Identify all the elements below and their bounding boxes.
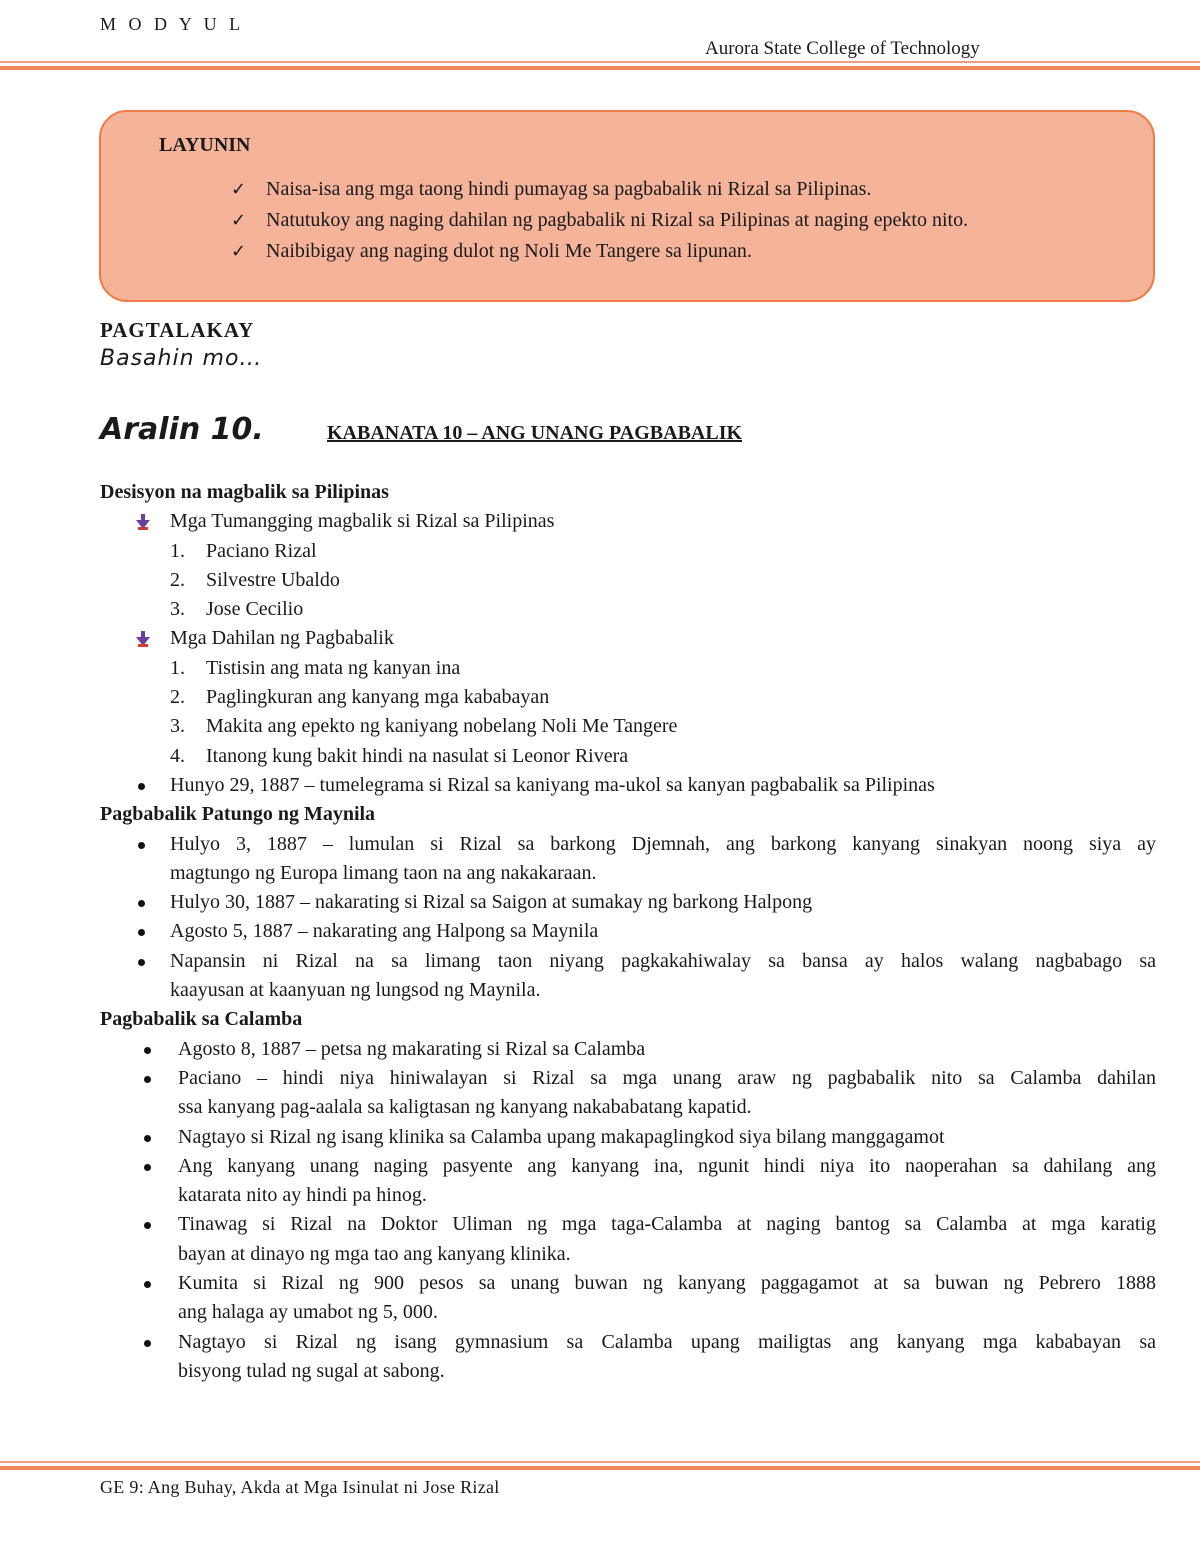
list-item-continuation: ssa kanyang pag-aalala sa kaligtasan ng kanyang nakababatang kapatid. xyxy=(178,1096,752,1119)
bullet-icon xyxy=(144,1047,151,1054)
header-divider-thin xyxy=(0,61,1200,63)
bullet-icon xyxy=(138,959,145,966)
bullet-icon xyxy=(138,842,145,849)
list-item: 1. Paciano Rizal xyxy=(170,539,317,562)
bullet-icon xyxy=(138,929,145,936)
list-item: Paciano – hindi niya hiniwalayan si Rizal sa mga unang araw ng pagbabalik nito sa Calamba dahilan xyxy=(100,1064,1156,1093)
footer-divider-thin xyxy=(0,1461,1200,1463)
list-item-continuation: bayan at dinayo ng mga tao ang kanyang klinika. xyxy=(178,1242,571,1265)
objectives-list xyxy=(231,174,968,267)
checkmark-icon: ✓ xyxy=(231,210,247,231)
section-heading: Pagbabalik sa Calamba xyxy=(100,1008,303,1031)
list-item: 1. Tistisin ang mata ng kanyan ina xyxy=(170,656,461,679)
bullet-icon xyxy=(144,1281,151,1288)
footer-divider-thick xyxy=(0,1466,1200,1470)
section-heading: Pagbabalik Patungo ng Maynila xyxy=(100,803,376,826)
bullet-icon xyxy=(144,1135,151,1142)
list-item: Nagtayo si Rizal ng isang gymnasium sa Calamba upang mailigtas ang kanyang mga kababayan sa xyxy=(100,1328,1156,1357)
checkmark-icon: ✓ xyxy=(231,179,247,200)
list-item: 2. Paglingkuran ang kanyang mga kababayan xyxy=(170,686,550,709)
list-item: Agosto 8, 1887 – petsa ng makarating si Rizal sa Calamba xyxy=(100,1035,1156,1064)
bullet-icon xyxy=(144,1076,151,1083)
module-label: M O D Y U L xyxy=(100,14,245,34)
arrow-down-icon xyxy=(136,514,150,530)
list-item: Hulyo 30, 1887 – nakarating si Rizal sa Saigon at sumakay ng barkong Halpong xyxy=(100,888,1156,917)
list-item-continuation: bisyong tulad ng sugal at sabong. xyxy=(178,1359,445,1382)
bullet-icon xyxy=(138,900,145,907)
bullet-icon xyxy=(138,783,145,790)
discussion-subtitle: Basahin mo… xyxy=(100,346,263,371)
objective-item: ✓ Naisa-isa ang mga taong hindi pumayag sa pagbabalik ni Rizal sa Pilipinas. xyxy=(231,174,968,205)
list-item: 3. Makita ang epekto ng kaniyang nobelang Noli Me Tangere xyxy=(170,715,678,738)
list-item: Mga Tumangging magbalik si Rizal sa Pilipinas xyxy=(100,507,1156,536)
list-item: 3. Jose Cecilio xyxy=(170,598,304,621)
lesson-title: KABANATA 10 – ANG UNANG PAGBABALIK xyxy=(327,422,743,444)
list-item-continuation: ang halaga ay umabot ng 5, 000. xyxy=(178,1301,438,1324)
list-item: Napansin ni Rizal na sa limang taon niyang pagkakahiwalay sa bansa ay halos walang nagbabago sa xyxy=(100,947,1156,976)
list-item: Hulyo 3, 1887 – lumulan si Rizal sa barkong Djemnah, ang barkong kanyang sinakyan noong siya ay xyxy=(100,830,1156,859)
section-heading: Desisyon na magbalik sa Pilipinas xyxy=(100,481,389,503)
objective-item: ✓ Natutukoy ang naging dahilan ng pagbabalik ni Rizal sa Pilipinas at naging epekto nito. xyxy=(231,205,968,236)
arrow-down-icon xyxy=(136,631,150,647)
list-item: Agosto 5, 1887 – nakarating ang Halpong sa Maynila xyxy=(100,917,1156,946)
list-item: 2. Silvestre Ubaldo xyxy=(170,568,340,591)
bullet-icon xyxy=(144,1222,151,1229)
list-item-continuation: magtungo ng Europa limang taon na ang nakakaraan. xyxy=(170,861,597,884)
list-item: Ang kanyang unang naging pasyente ang kanyang ina, ngunit hindi niya ito naoperahan sa dahilang ang xyxy=(100,1152,1156,1181)
lesson-number: Aralin 10. xyxy=(100,412,264,447)
list-item: Mga Dahilan ng Pagbabalik xyxy=(100,624,1156,653)
list-item-continuation: katarata nito ay hindi pa hinog. xyxy=(178,1184,427,1207)
list-item: Kumita si Rizal ng 900 pesos sa unang buwan ng kanyang paggagamot at sa buwan ng Pebrero 1888 xyxy=(100,1269,1156,1298)
list-item: Nagtayo si Rizal ng isang klinika sa Calamba upang makapaglingkod siya bilang manggagamot xyxy=(100,1123,1156,1152)
list-item: Tinawag si Rizal na Doktor Uliman ng mga taga-Calamba at naging bantog sa Calamba at mga karatig xyxy=(100,1210,1156,1239)
list-item-continuation: kaayusan at kaanyuan ng lungsod ng Maynila. xyxy=(170,979,541,1002)
bullet-icon xyxy=(144,1340,151,1347)
objective-item: ✓ Naibibigay ang naging dulot ng Noli Me Tangere sa lipunan. xyxy=(231,236,968,267)
bullet-icon xyxy=(144,1164,151,1171)
checkmark-icon: ✓ xyxy=(231,241,247,262)
discussion-title: PAGTALAKAY xyxy=(100,318,255,342)
lesson-content xyxy=(100,478,1156,1386)
institution-name: Aurora State College of Technology xyxy=(705,38,980,59)
objectives-box xyxy=(99,110,1155,302)
header-divider-thick xyxy=(0,66,1200,70)
course-title: GE 9: Ang Buhay, Akda at Mga Isinulat ni Jose Rizal xyxy=(100,1477,500,1497)
list-item: 4. Itanong kung bakit hindi na nasulat si Leonor Rivera xyxy=(170,744,629,767)
list-item: Hunyo 29, 1887 – tumelegrama si Rizal sa kaniyang ma-ukol sa kanyan pagbabalik sa Pilipinas xyxy=(100,771,1156,800)
objectives-title: LAYUNIN xyxy=(159,134,251,156)
